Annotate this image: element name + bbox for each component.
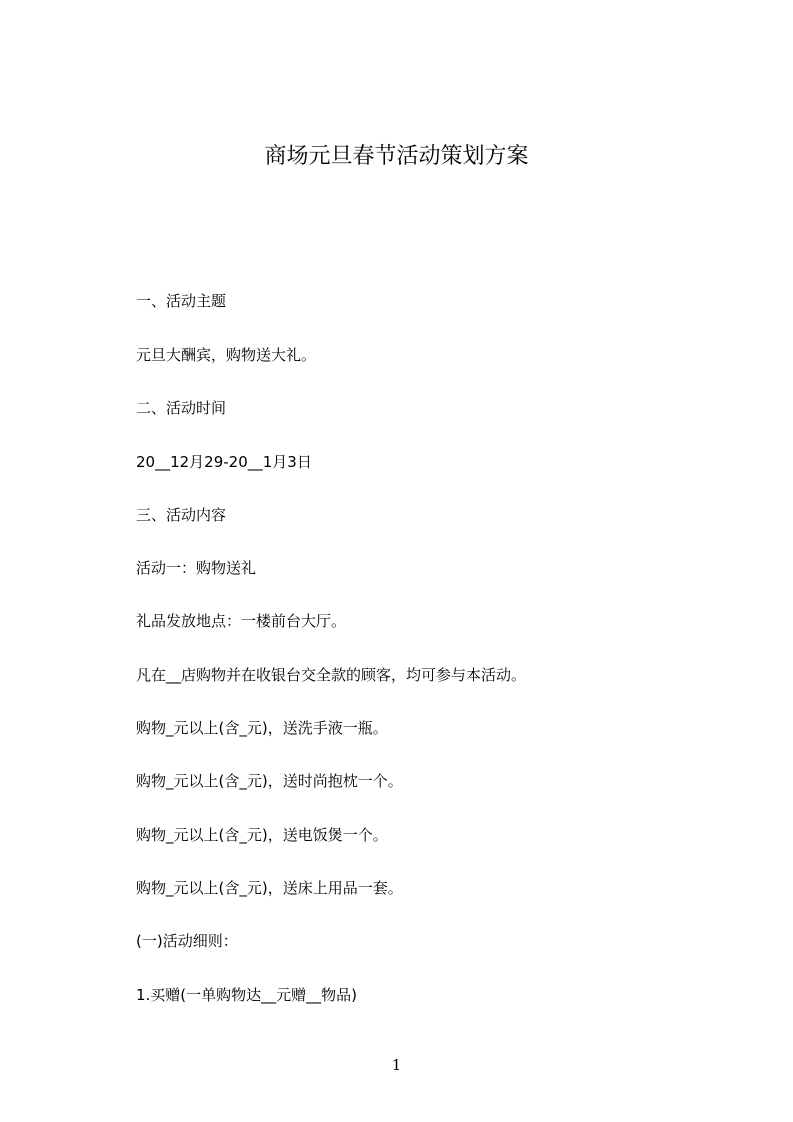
paragraph-tier-2: 购物_元以上(含_元)，送时尚抱枕一个。 (136, 772, 403, 790)
paragraph-gift-location: 礼品发放地点：一楼前台大厅。 (136, 612, 347, 630)
paragraph-tier-3: 购物_元以上(含_元)，送电饭煲一个。 (136, 826, 388, 844)
paragraph-tier-4: 购物_元以上(含_元)，送床上用品一套。 (136, 879, 403, 897)
section-heading-time: 二、活动时间 (136, 399, 227, 417)
paragraph-activity-one: 活动一：购物送礼 (136, 559, 257, 577)
paragraph-time-text: 20__12月29-20__1月3日 (136, 453, 312, 471)
section-heading-content: 三、活动内容 (136, 506, 227, 524)
paragraph-rule-1: 1.买赠(一单购物达__元赠__物品) (136, 986, 358, 1004)
paragraph-tier-1: 购物_元以上(含_元)，送洗手液一瓶。 (136, 719, 388, 737)
paragraph-rules-heading: (一)活动细则： (136, 932, 238, 950)
section-heading-theme: 一、活动主题 (136, 292, 227, 310)
document-title: 商场元旦春节活动策划方案 (264, 144, 529, 169)
paragraph-eligibility: 凡在__店购物并在收银台交全款的顾客，均可参与本活动。 (136, 666, 527, 684)
paragraph-theme-text: 元旦大酬宾，购物送大礼。 (136, 346, 317, 364)
page-number: 1 (391, 1056, 402, 1074)
